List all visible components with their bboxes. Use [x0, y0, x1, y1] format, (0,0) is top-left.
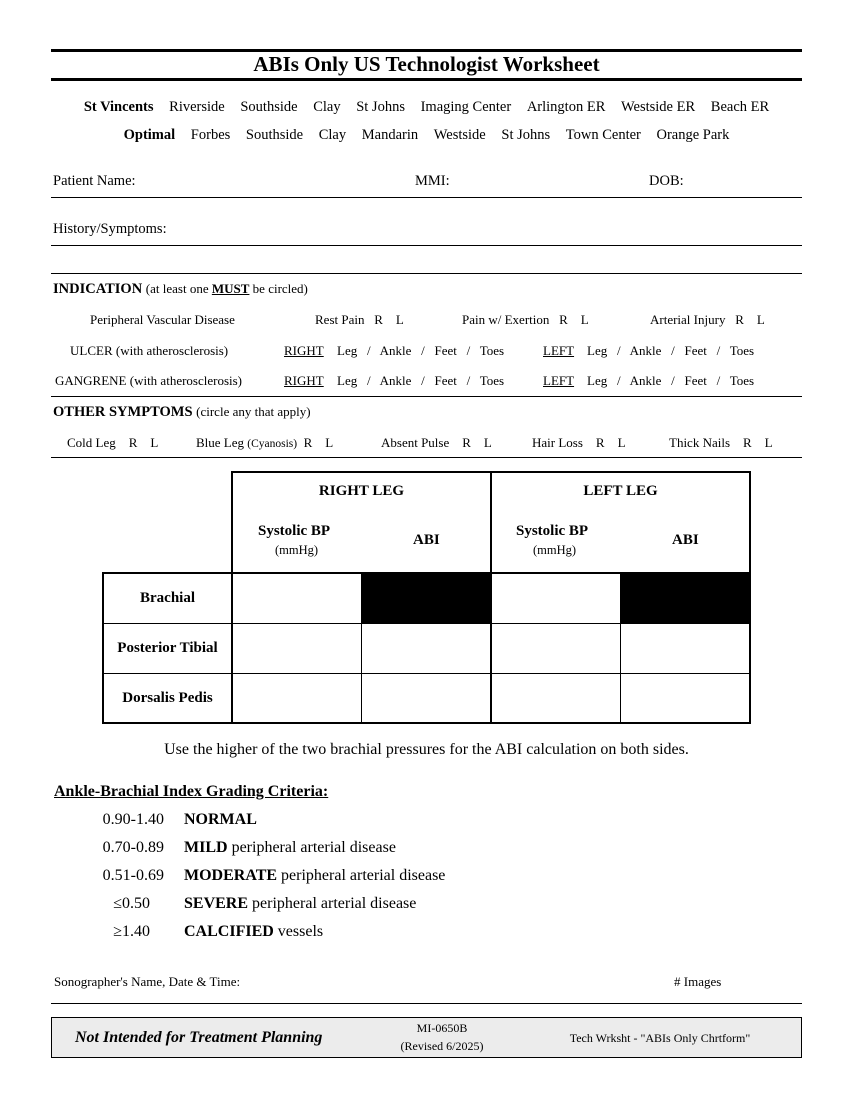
right-posterior-tibial-abi-cell[interactable]	[361, 623, 491, 674]
grading-heading: Ankle-Brachial Index Grading Criteria:	[54, 783, 329, 800]
mmi-label: MMI:	[415, 173, 450, 189]
history-rule-2	[51, 273, 802, 274]
location-item: Forbes	[190, 127, 231, 143]
row-label-brachial: Brachial	[102, 572, 233, 624]
location-item: Clay	[318, 127, 347, 143]
hair-loss-option[interactable]: Hair Loss R L	[532, 435, 626, 450]
footer-form-number: MI-0650B	[416, 1021, 468, 1035]
footer-tech-worksheet: Tech Wrksht - "ABIs Only Chrtform"	[569, 1031, 751, 1045]
grade-row	[184, 811, 257, 829]
blue-leg-rl: R L	[303, 435, 334, 450]
left-posterior-tibial-abi-cell[interactable]	[620, 623, 750, 674]
st-vincents-label: St Vincents	[83, 99, 154, 115]
grade-range: 0.90-1.40	[102, 811, 164, 828]
location-item: Town Center	[565, 127, 641, 143]
right-dorsalis-pedis-abi-cell[interactable]	[361, 673, 491, 723]
location-item: St Johns	[356, 99, 405, 115]
indication-rule	[51, 396, 802, 397]
thick-nails-option[interactable]: Thick Nails R L	[669, 435, 773, 450]
right-brachial-bp-cell[interactable]	[232, 573, 362, 624]
location-item: Southside	[240, 99, 298, 115]
ulcer-left-sites[interactable]: Leg / Ankle / Feet / Toes	[587, 343, 755, 358]
rest-pain-option[interactable]: Rest Pain R L	[315, 312, 404, 327]
ulcer-left-label: LEFT	[543, 343, 575, 358]
grade-row	[184, 839, 396, 857]
location-item: Arlington ER	[526, 99, 606, 115]
right-brachial-abi-blocked	[361, 573, 491, 624]
other-symptoms-heading	[53, 404, 311, 421]
pvd-option[interactable]: Peripheral Vascular Disease	[90, 312, 235, 327]
left-dorsalis-pedis-bp-cell[interactable]	[491, 673, 621, 723]
left-dorsalis-pedis-abi-cell[interactable]	[620, 673, 750, 723]
brachial-note: Use the higher of the two brachial pressures for the ABI calculation on both sides.	[164, 741, 689, 758]
grade-name: MODERATE	[184, 867, 278, 884]
location-item: Westside	[433, 127, 486, 143]
ulcer-right-sites[interactable]: Leg / Ankle / Feet / Toes	[337, 343, 505, 358]
dob-label: DOB:	[649, 173, 684, 189]
title-rule	[51, 78, 802, 81]
grade-name: CALCIFIED	[184, 923, 274, 940]
location-item: St Johns	[501, 127, 551, 143]
row-label-dorsalis-pedis: Dorsalis Pedis	[102, 673, 233, 724]
right-dorsalis-pedis-bp-cell[interactable]	[232, 673, 362, 723]
table-center-divider	[490, 471, 492, 724]
pain-exertion-option[interactable]: Pain w/ Exertion R L	[462, 312, 589, 327]
page-title: ABIs Only US Technologist Worksheet	[253, 52, 600, 76]
location-item: Orange Park	[656, 127, 730, 143]
gangrene-right-sites[interactable]: Leg / Ankle / Feet / Toes	[337, 373, 505, 388]
left-posterior-tibial-bp-cell[interactable]	[491, 623, 621, 674]
optimal-label: Optimal	[123, 127, 176, 143]
left-systolic-label: Systolic BP	[516, 523, 589, 539]
location-item: Clay	[313, 99, 341, 115]
gangrene-left-sites[interactable]: Leg / Ankle / Feet / Toes	[587, 373, 755, 388]
patient-rule	[51, 197, 802, 198]
location-item: Imaging Center	[420, 99, 512, 115]
arterial-injury-option[interactable]: Arterial Injury R L	[650, 312, 765, 327]
sonographer-rule	[51, 1003, 802, 1004]
location-item: Beach ER	[710, 99, 770, 115]
indication-note-pre: (at least one	[145, 281, 212, 296]
indication-note-must: MUST	[211, 281, 250, 296]
symptoms-rule	[51, 457, 802, 458]
left-brachial-bp-cell[interactable]	[491, 573, 621, 624]
cold-leg-option[interactable]: Cold Leg R L	[67, 435, 159, 450]
grade-range: 0.51-0.69	[102, 867, 164, 884]
grade-desc: vessels	[273, 923, 324, 940]
absent-pulse-option[interactable]: Absent Pulse R L	[381, 435, 492, 450]
grade-range: 0.70-0.89	[102, 839, 164, 856]
location-item: Mandarin	[361, 127, 419, 143]
optimal-locations	[51, 127, 802, 144]
sonographer-label: Sonographer's Name, Date & Time:	[54, 974, 241, 989]
grade-name: MILD	[184, 839, 228, 856]
grade-name: SEVERE	[184, 895, 249, 912]
images-label: # Images	[674, 974, 722, 989]
grade-desc: peripheral arterial disease	[277, 867, 446, 884]
row-label-posterior-tibial: Posterior Tibial	[102, 623, 233, 674]
left-brachial-abi-blocked	[620, 573, 750, 624]
history-label: History/Symptoms:	[53, 221, 167, 237]
blue-leg-option[interactable]	[196, 435, 333, 451]
left-leg-header	[490, 471, 751, 574]
gangrene-left-label: LEFT	[543, 373, 575, 388]
gangrene-right-label: RIGHT	[284, 373, 324, 388]
history-rule	[51, 245, 802, 246]
indication-title: INDICATION	[53, 281, 143, 297]
grade-row	[184, 867, 445, 885]
footer-warning: Not Intended for Treatment Planning	[75, 1029, 323, 1046]
st-vincents-locations	[51, 99, 802, 116]
footer-revised: (Revised 6/2025)	[400, 1039, 484, 1053]
right-abi-label: ABI	[413, 532, 440, 548]
other-symptoms-title: OTHER SYMPTOMS	[53, 404, 193, 420]
right-leg-header	[231, 471, 492, 574]
grade-desc: peripheral arterial disease	[248, 895, 417, 912]
left-abi-label: ABI	[672, 532, 699, 548]
grade-row	[184, 923, 323, 941]
grade-desc: peripheral arterial disease	[227, 839, 396, 856]
ulcer-label: ULCER (with atherosclerosis)	[70, 343, 229, 358]
cyanosis-label: (Cyanosis)	[247, 438, 298, 450]
other-symptoms-note: (circle any that apply)	[196, 404, 311, 419]
location-item: Southside	[245, 127, 304, 143]
left-mmhg-label: (mmHg)	[533, 543, 577, 557]
right-posterior-tibial-bp-cell[interactable]	[232, 623, 362, 674]
grade-row	[184, 895, 416, 913]
indication-note-post: be circled)	[249, 281, 308, 296]
grade-name: NORMAL	[184, 811, 257, 828]
grade-range: ≤0.50	[113, 895, 150, 912]
right-mmhg-label: (mmHg)	[275, 543, 319, 557]
grade-range: ≥1.40	[113, 923, 150, 940]
location-item: Riverside	[169, 99, 225, 115]
indication-heading	[53, 281, 308, 298]
gangrene-label: GANGRENE (with atherosclerosis)	[55, 373, 243, 388]
right-systolic-label: Systolic BP	[258, 523, 331, 539]
right-leg-title: RIGHT LEG	[318, 483, 405, 499]
footer-box	[51, 1017, 802, 1058]
location-item: Westside ER	[621, 99, 696, 115]
patient-name-label: Patient Name:	[53, 173, 136, 189]
blue-leg-label: Blue Leg	[196, 435, 245, 450]
left-leg-title: LEFT LEG	[583, 483, 658, 499]
ulcer-right-label: RIGHT	[284, 343, 324, 358]
